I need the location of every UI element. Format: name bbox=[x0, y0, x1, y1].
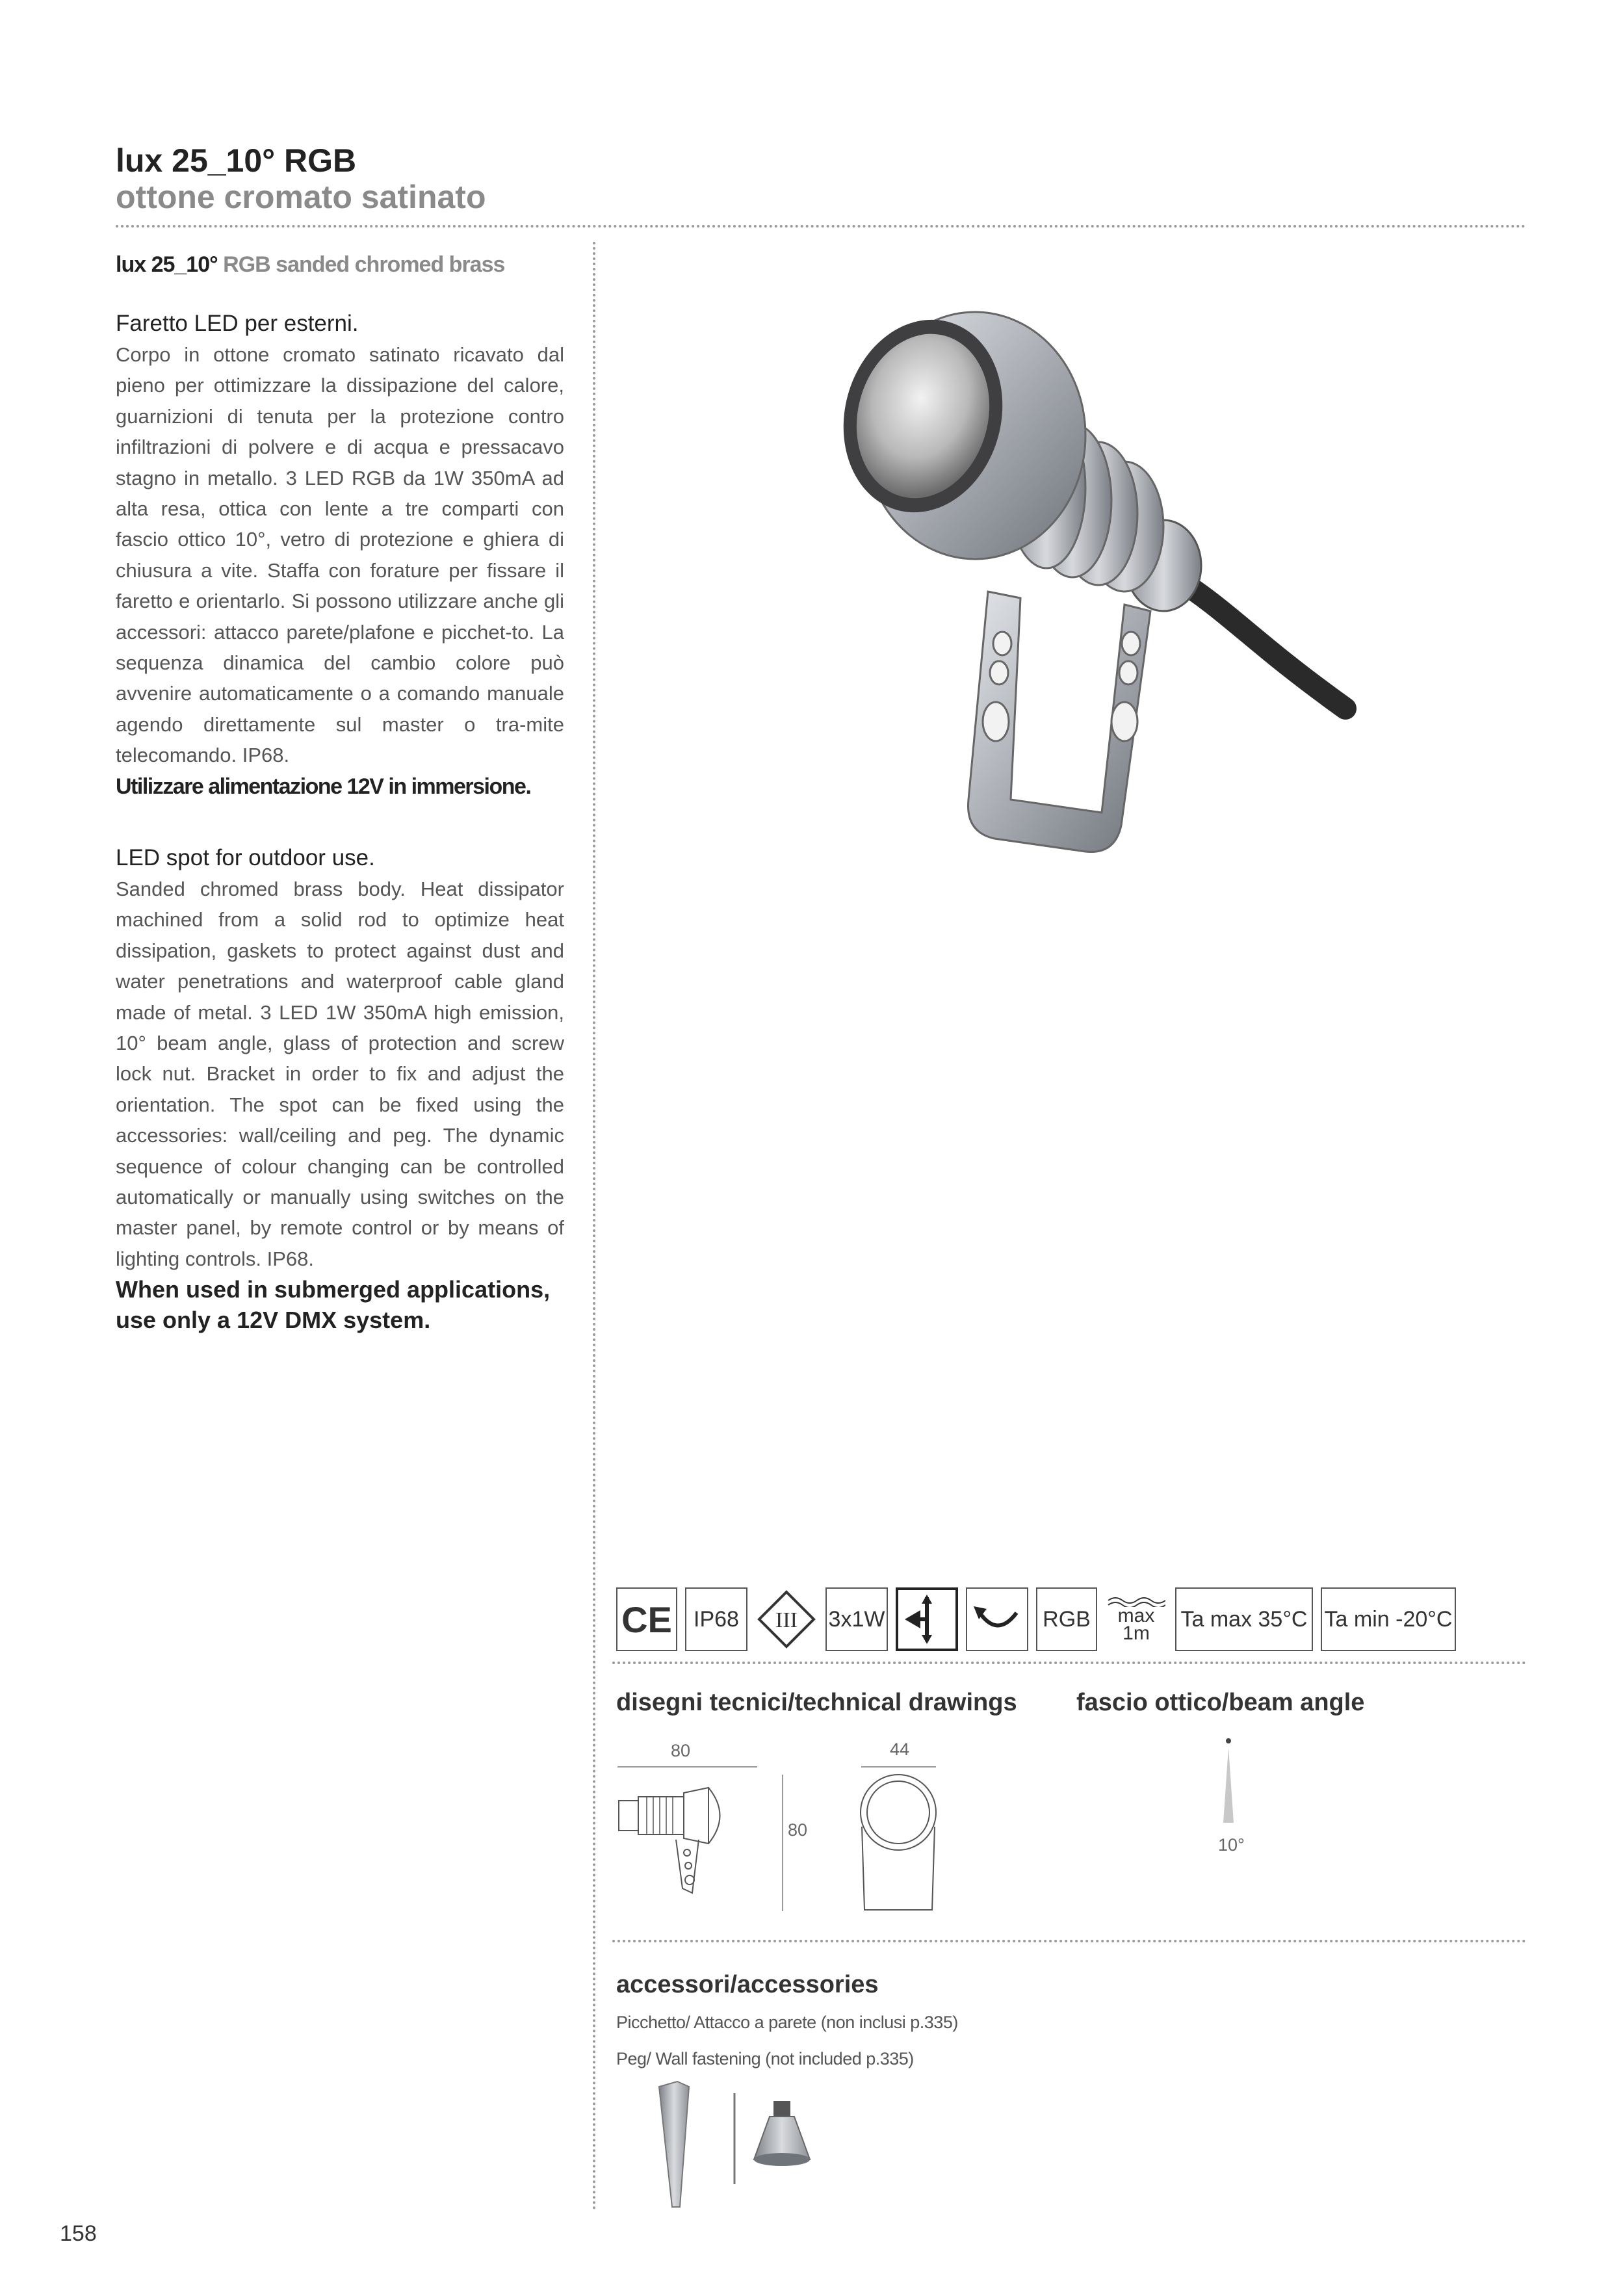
beam-angle-heading: fascio ottico/beam angle bbox=[1076, 1689, 1365, 1716]
english-body: Sanded chromed brass body. Heat dissipator machined from a solid rod to optimize heat dissipation, gaskets to protect against dust and water penetrations and waterproof cable gland made of metal. 3 LED 1W 350mA high emission, 10° beam angle, glass of protection and screw lock nut. Bracket in order to fix and adjust the orientation. The spot can be fixed using the accessories: wall/ceiling and peg. The dynamic sequence of colour changing can be controlled automatically or manually using switches on the master panel, by remote control or by means of lighting controls. IP68. bbox=[116, 878, 564, 1270]
rgb-badge bbox=[1036, 1587, 1097, 1651]
certification-icons bbox=[616, 1587, 1456, 1651]
class-iii-label: III bbox=[775, 1608, 798, 1632]
immersion-depth-icon bbox=[1105, 1587, 1167, 1651]
accessories-line-en: Peg/ Wall fastening (not included p.335) bbox=[616, 2049, 914, 2068]
italian-heading: Faretto LED per esterni. bbox=[116, 311, 359, 336]
dimension-width: 80 bbox=[671, 1741, 691, 1760]
english-warning-line2: use only a 12V DMX system. bbox=[116, 1307, 431, 1334]
ip-rating-label: IP68 bbox=[694, 1606, 739, 1632]
subtitle-finish: RGB sanded chromed brass bbox=[223, 252, 505, 277]
class-iii-icon bbox=[755, 1587, 818, 1651]
peg-accessory bbox=[659, 2081, 689, 2207]
rotation-icon bbox=[966, 1587, 1028, 1651]
adjustable-orientation-icon bbox=[896, 1587, 958, 1651]
ce-label: CE bbox=[621, 1598, 672, 1640]
column-divider bbox=[593, 242, 595, 2211]
orientation-arrows-icon bbox=[901, 1593, 953, 1645]
title-divider bbox=[116, 225, 1526, 228]
english-description bbox=[116, 842, 564, 1335]
ta-min-label: Ta min -20°C bbox=[1324, 1606, 1453, 1632]
depth-value-label: 1m bbox=[1123, 1623, 1150, 1644]
italian-description bbox=[116, 308, 564, 802]
italian-body: Corpo in ottone cromato satinato ricavato dal pieno per ottimizzare la dissipazione del calore, guarnizioni di tenuta per la protezione contro infiltrazioni di polvere e di acqua e pressacavo stagno in metallo. 3 LED RGB da 1W 350mA ad alta resa, ottica con lente a tre comparti con fascio ottico 10°, vetro di protezione e ghiera di chiusura a vite. Staffa con forature per fissare il faretto e orientarlo. Si possono utilizzare anche gli accessori: attacco parete/plafone e picchet-to. La sequenza dinamica del cambio colore può avvenire automaticamente o a comando manuale agendo direttamente sul master o tra-mite telecomando. IP68. bbox=[116, 343, 564, 767]
ta-max-badge bbox=[1175, 1587, 1313, 1651]
beam-angle-value: 10° bbox=[1218, 1835, 1245, 1855]
product-photo bbox=[760, 306, 1378, 943]
icons-divider bbox=[612, 1662, 1526, 1664]
subtitle-model: lux 25_10° bbox=[116, 252, 218, 277]
ta-min-badge bbox=[1321, 1587, 1456, 1651]
technical-drawings-heading: disegni tecnici/technical drawings bbox=[616, 1689, 1017, 1716]
accessories-heading: accessori/accessories bbox=[616, 1971, 879, 1998]
depth-max-label: max bbox=[1117, 1605, 1155, 1626]
accessories-photos bbox=[646, 2074, 841, 2210]
power-label: 3x1W bbox=[828, 1606, 885, 1632]
drawings-divider bbox=[612, 1940, 1526, 1942]
ta-max-label: Ta max 35°C bbox=[1180, 1606, 1308, 1632]
english-subtitle bbox=[116, 252, 504, 278]
product-finish: ottone cromato satinato bbox=[116, 179, 486, 215]
class-iii-diamond-icon bbox=[757, 1589, 816, 1649]
accessories-line-it: Picchetto/ Attacco a parete (non inclusi p.335) bbox=[616, 2013, 958, 2032]
ip-rating-badge bbox=[685, 1587, 747, 1651]
english-warning-line1: When used in submerged applications, bbox=[116, 1276, 551, 1303]
power-badge bbox=[825, 1587, 888, 1651]
english-heading: LED spot for outdoor use. bbox=[116, 845, 375, 870]
rotate-arrow-icon bbox=[971, 1600, 1023, 1639]
beam-angle-diagram bbox=[1215, 1737, 1241, 1828]
wall-fastening-accessory bbox=[754, 2101, 810, 2166]
page-number: 158 bbox=[60, 2221, 97, 2246]
dimension-height: 80 bbox=[788, 1820, 808, 1840]
rgb-label: RGB bbox=[1043, 1606, 1091, 1632]
italian-warning: Utilizzare alimentazione 12V in immersione. bbox=[116, 774, 531, 799]
dimension-diameter: 44 bbox=[890, 1740, 910, 1759]
ce-mark-icon bbox=[616, 1587, 677, 1651]
product-title: lux 25_10° RGB bbox=[116, 142, 357, 179]
